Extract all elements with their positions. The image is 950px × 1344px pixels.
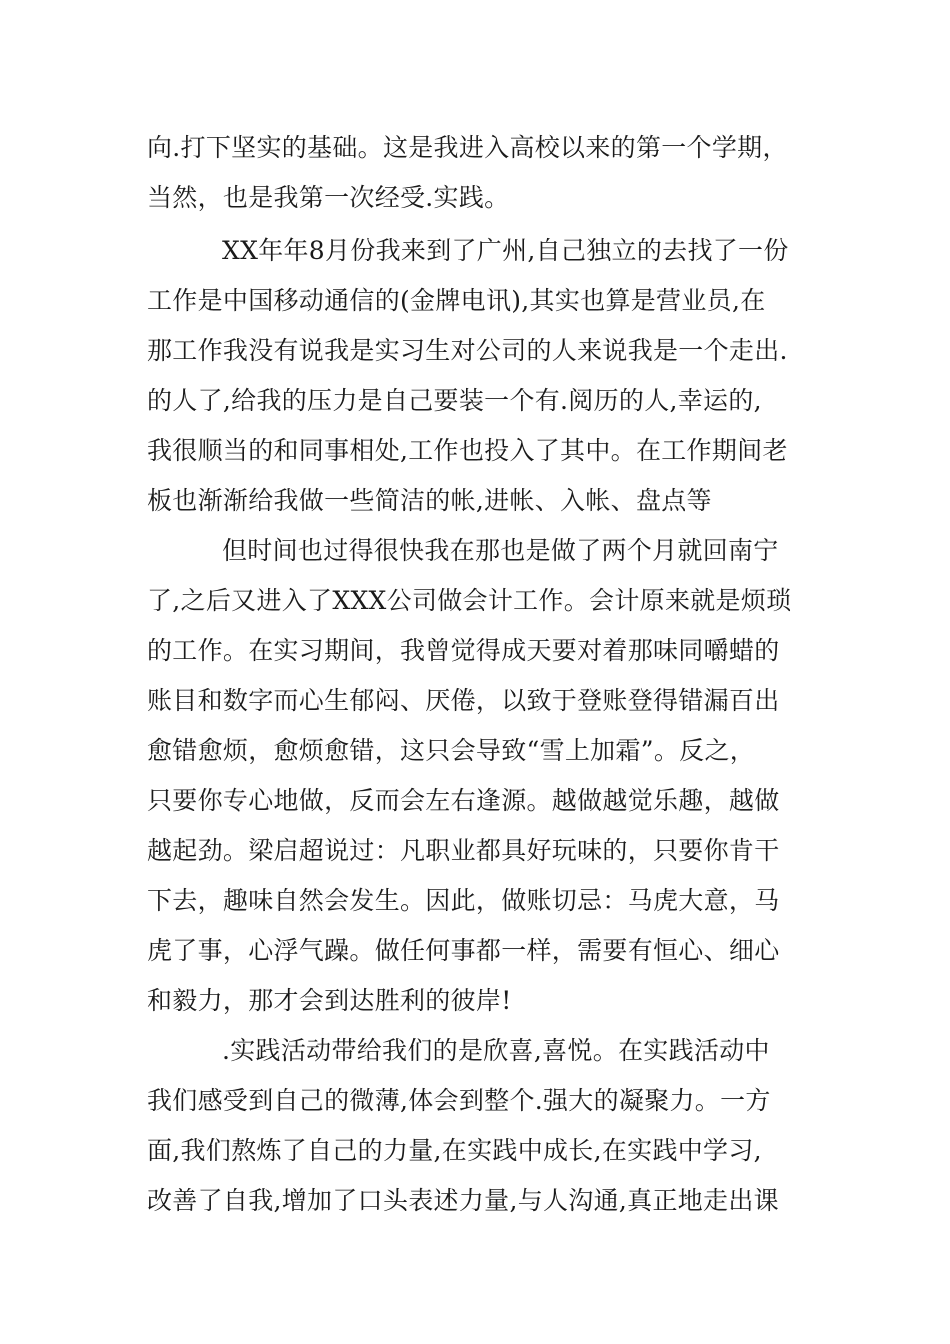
text-line: 我很顺当的和同事相处,工作也投入了其中。在工作期间老	[147, 436, 788, 465]
text-line: 板也渐渐给我做一些简洁的帐,进帐、入帐、盘点等	[147, 486, 712, 515]
text-line: 面,我们熬炼了自己的力量,在实践中成长,在实践中学习,	[147, 1136, 762, 1165]
text-line: 我们感受到自己的微薄,体会到整个.强大的凝聚力。一方	[147, 1086, 771, 1115]
text-line: 了,之后又进入了XXX公司做会计工作。会计原来就是烦琐	[147, 586, 792, 615]
text-line: 那工作我没有说我是实习生对公司的人来说我是一个走出.	[147, 336, 788, 365]
paragraph-start-line: 但时间也过得很快我在那也是做了两个月就回南宁	[222, 536, 779, 565]
text-line: 账目和数字而心生郁闷、厌倦，以致于登账登得错漏百出	[147, 686, 780, 715]
text-line: 的人了,给我的压力是自己要装一个有.阅历的人,幸运的,	[147, 386, 762, 415]
text-line: 越起劲。梁启超说过：凡职业都具好玩味的，只要你肯干	[147, 836, 780, 865]
text-line: 只要你专心地做，反而会左右逢源。越做越觉乐趣，越做	[147, 786, 780, 815]
text-line: 愈错愈烦，愈烦愈错，这只会导致“雪上加霜”。反之，	[147, 736, 756, 765]
text-line: 改善了自我,增加了口头表述力量,与人沟通,真正地走出课	[147, 1186, 779, 1215]
text-line: 下去，趣味自然会发生。因此，做账切忌：马虎大意，马	[147, 886, 780, 915]
text-line: 虎了事，心浮气躁。做任何事都一样，需要有恒心、细心	[147, 936, 780, 965]
text-line: 工作是中国移动通信的(金牌电讯),其实也算是营业员,在	[147, 286, 766, 315]
text-line: 向.打下坚实的基础。这是我进入高校以来的第一个学期，	[147, 133, 788, 162]
text-line: 和毅力，那才会到达胜利的彼岸!	[147, 986, 512, 1015]
text-line: 当然，也是我第一次经受.实践。	[147, 183, 510, 212]
paragraph-start-line: XX年年8月份我来到了广州,自己独立的去找了一份	[222, 236, 789, 265]
text-line: 的工作。在实习期间，我曾觉得成天要对着那味同嚼蜡的	[147, 636, 780, 665]
paragraph-start-line: .实践活动带给我们的是欣喜,喜悦。在实践活动中	[222, 1036, 770, 1065]
